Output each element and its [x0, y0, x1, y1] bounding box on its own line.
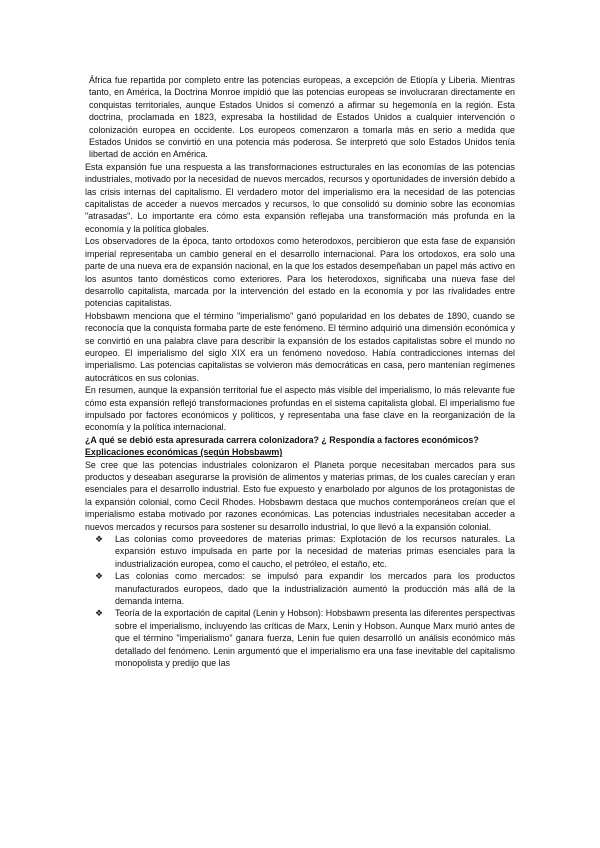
list-item	[95, 607, 515, 669]
paragraph-hobsbawm: Hobsbawm menciona que el término "imperialismo" ganó popularidad en los debates de 1890, cuando se reconocía que la conquista formaba parte de este fenómeno. El término adquirió una dimensión económica y se convirtió en una palabra clave para describir la expansión de los estados capitalistas sobre el mundo no europeo. El imperialismo del siglo XIX era un fenómeno novedoso. Había contradicciones internas del imperialismo. Las potencias capitalistas se volvieron más democráticas en casa, pero mantenían regímenes autocráticos en sus colonias.	[85, 310, 515, 383]
diamond-bullet-icon: ❖	[95, 534, 104, 545]
list-item	[95, 570, 515, 607]
bullet-list	[85, 533, 515, 669]
list-item-text: Teoría de la exportación de capital (Lenin y Hobson): Hobsbawm presenta las diferentes perspectivas sobre el imperialismo, incluyendo las críticas de Marx, Lenin y Hobson. Aunque Marx murió antes de que el término "imperialismo" ganara fuerza, Lenin fue quien desarrolló un análisis económico más detallado del fenómeno. Lenin argumentó que el imperialismo era una fase inevitable del capitalismo monopolista y predijo que las	[115, 608, 515, 669]
paragraph-observers: Los observadores de la época, tanto ortodoxos como heterodoxos, percibieron que esta fase de expansión imperial representaba un cambio general en el desarrollo internacional. Para los ortodoxos, era solo una parte de una nueva era de expansión nacional, en la que los estados desempeñaban un papel más activo en los asuntos tanto domésticos como exteriores. Para los heterodoxos, significaba una nueva fase del desarrollo capitalista, marcada por la intervención del estado en la economía y por las rivalidades entre potencias capitalistas.	[85, 236, 515, 309]
paragraph-expansion: Esta expansión fue una respuesta a las transformaciones estructurales en las economías de las potencias industriales, motivado por la necesidad de nuevos mercados, recursos y oportunidades de inversión debido a las crisis internas del capitalismo. El verdadero motor del imperialismo era la necesidad de las potencias capitalistas de acceder a nuevos mercados y recursos, lo que consolidó su dominio sobre las economías "atrasadas". Lo importante era cómo esta expansión reflejaba una transformación más profunda en la economía y la política globales.	[85, 161, 515, 234]
list-item	[95, 533, 515, 570]
paragraph-summary: En resumen, aunque la expansión territorial fue el aspecto más visible del imperialismo, lo más relevante fue cómo esta expansión reflejó transformaciones profundas en el sistema capitalista global. El imperialismo fue impulsado por factores económicos y políticos, y representaba una fase clave en la reorganización de la economía y la política internacional.	[85, 385, 515, 433]
diamond-bullet-icon: ❖	[95, 608, 104, 619]
list-item-text: Las colonias como proveedores de materias primas: Explotación de los recursos naturales. La expansión estuvo impulsada en parte por la necesidad de materias primas esenciales para la industrialización europea, como el caucho, el petróleo, el estaño, etc.	[115, 534, 515, 569]
list-item-text: Las colonias como mercados: se impulsó para expandir los mercados para los productos manufacturados europeos, dado que la industrialización aumentó la producción más allá de la demanda interna.	[115, 571, 515, 607]
section-question: ¿A qué se debió esta apresurada carrera colonizadora? ¿ Respondía a factores económicos?	[85, 434, 479, 445]
diamond-bullet-icon: ❖	[95, 571, 104, 582]
section-subheading: Explicaciones económicas (según Hobsbawm)	[85, 447, 283, 458]
intro-block	[85, 74, 515, 161]
paragraph-explanation: Se cree que las potencias industriales colonizaron el Planeta porque necesitaban mercados para sus productos y deseaban asegurarse la provisión de alimentos y materias primas, de los cuales carecían y eran esenciales para el desarrollo industrial. Esto fue expuesto y enarbolado por algunos de los protagonistas de la expansión colonial, como Cecil Rhodes. Hobsbawm destaca que muchos contemporáneos creían que el imperialismo estaba motivado por razones económicas. Las potencias industriales necesitaban acceder a nuevos mercados y recursos para sostener su desarrollo industrial, lo que llevó a la expansión colonial.	[85, 459, 515, 532]
paragraph-africa: África fue repartida por completo entre las potencias europeas, a excepción de Etiopía y Liberia. Mientras tanto, en América, la Doctrina Monroe impidió que las potencias europeas se involucraran directamente en conquistas territoriales, aunque Estados Unidos sí comenzó a afirmar su hegemonía en la región. Esta doctrina, proclamada en 1823, expresaba la hostilidad de Estados Unidos a cualquier intervención o colonización europea en occidente. Los europeos comenzaron a tomarla más en serio a medida que Estados Unidos se convirtió en una potencia más poderosa. Se interpretó que solo Estados Unidos tenía libertad de acción en América.	[89, 75, 515, 160]
